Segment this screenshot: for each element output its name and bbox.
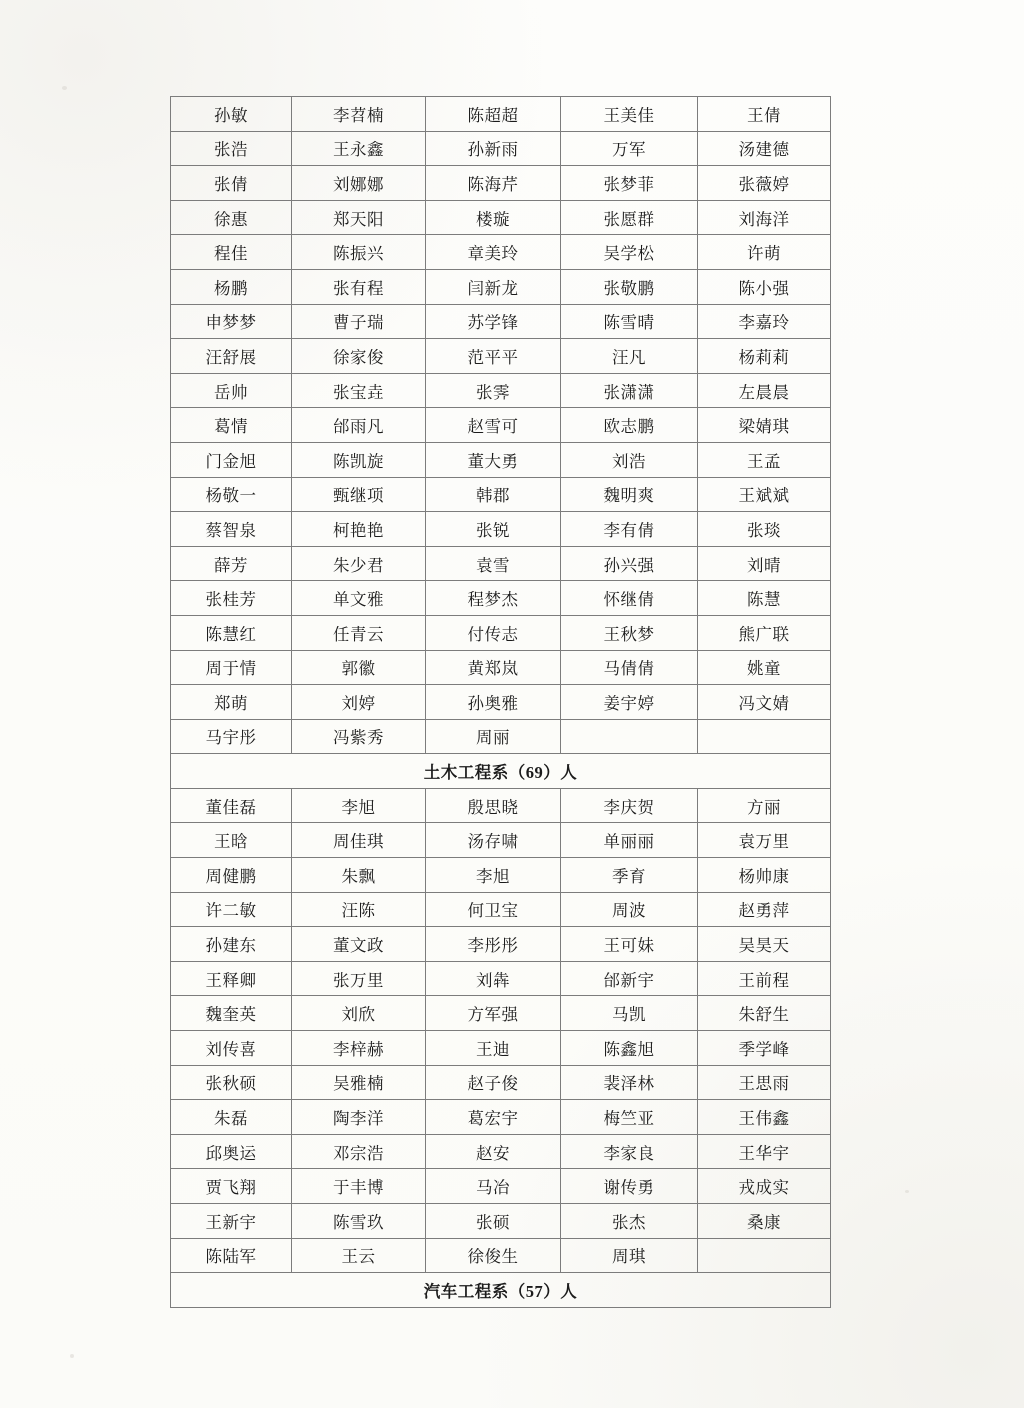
name-cell: 王伟鑫 [698,1100,831,1135]
name-cell: 孙新雨 [426,131,561,166]
table-row [171,927,831,962]
name-cell: 张桂芳 [171,581,292,616]
name-cell: 王华宇 [698,1134,831,1169]
table-row [171,996,831,1031]
name-cell: 陈振兴 [292,235,426,270]
name-cell: 桑康 [698,1204,831,1239]
name-cell: 李苕楠 [292,97,426,132]
name-cell: 岳帅 [171,373,292,408]
name-cell: 刘浩 [561,442,698,477]
name-cell: 陈慧 [698,581,831,616]
name-cell: 郑天阳 [292,200,426,235]
name-cell: 柯艳艳 [292,512,426,547]
table-row [171,269,831,304]
name-cell: 刘欣 [292,996,426,1031]
name-cell: 赵勇萍 [698,892,831,927]
section-header: 土木工程系（69）人 [171,754,831,789]
name-cell: 王倩 [698,97,831,132]
name-roster-sheet [170,96,830,1308]
name-cell: 王思雨 [698,1065,831,1100]
name-cell: 万军 [561,131,698,166]
name-cell: 李家良 [561,1134,698,1169]
name-cell: 董大勇 [426,442,561,477]
name-cell: 朱舒生 [698,996,831,1031]
table-row [171,200,831,235]
name-cell: 黄郑岚 [426,650,561,685]
table-row [171,1100,831,1135]
name-cell: 董佳磊 [171,788,292,823]
name-cell: 陈超超 [426,97,561,132]
table-row [171,892,831,927]
name-cell: 王永鑫 [292,131,426,166]
name-cell: 曹子瑞 [292,304,426,339]
name-cell: 邓宗浩 [292,1134,426,1169]
table-row [171,719,831,754]
name-cell: 张有程 [292,269,426,304]
table-row [171,546,831,581]
section-header-row [171,754,831,789]
name-cell: 于丰博 [292,1169,426,1204]
name-cell: 汪陈 [292,892,426,927]
table-row [171,685,831,720]
name-cell: 王斌斌 [698,477,831,512]
name-cell: 王孟 [698,442,831,477]
name-cell: 孙奥雅 [426,685,561,720]
table-row [171,1238,831,1273]
scan-speck [70,1354,74,1358]
name-cell: 甄继项 [292,477,426,512]
name-cell: 马冶 [426,1169,561,1204]
name-cell: 张敬鹏 [561,269,698,304]
table-row [171,858,831,893]
name-cell: 吴学松 [561,235,698,270]
name-cell: 杨敬一 [171,477,292,512]
name-cell: 刘犇 [426,961,561,996]
name-cell: 张秋硕 [171,1065,292,1100]
name-cell: 张霁 [426,373,561,408]
name-cell: 吴昊天 [698,927,831,962]
name-cell: 门金旭 [171,442,292,477]
table-row [171,1031,831,1066]
name-cell: 章美玲 [426,235,561,270]
name-cell: 张宝垚 [292,373,426,408]
table-row [171,961,831,996]
name-cell: 单丽丽 [561,823,698,858]
name-cell: 任青云 [292,615,426,650]
name-cell: 陈海芹 [426,166,561,201]
name-cell: 梁婧琪 [698,408,831,443]
name-cell: 赵子俊 [426,1065,561,1100]
name-cell: 王可妹 [561,927,698,962]
name-cell: 王迪 [426,1031,561,1066]
names-table-body [171,97,831,1308]
name-cell: 张倩 [171,166,292,201]
table-row [171,166,831,201]
table-row [171,97,831,132]
name-cell: 王晗 [171,823,292,858]
name-cell: 董文政 [292,927,426,962]
name-cell: 魏奎英 [171,996,292,1031]
name-cell: 周于情 [171,650,292,685]
name-cell: 陶李洋 [292,1100,426,1135]
name-cell: 朱磊 [171,1100,292,1135]
name-cell: 孙建东 [171,927,292,962]
table-row [171,512,831,547]
name-cell: 马凯 [561,996,698,1031]
name-cell: 张梦菲 [561,166,698,201]
name-cell: 杨帅康 [698,858,831,893]
name-cell: 许萌 [698,235,831,270]
name-cell: 陈慧红 [171,615,292,650]
name-cell: 王秋梦 [561,615,698,650]
section-header: 汽车工程系（57）人 [171,1273,831,1308]
table-row [171,581,831,616]
table-row [171,442,831,477]
name-cell: 冯紫秀 [292,719,426,754]
name-cell: 张万里 [292,961,426,996]
name-cell: 王释卿 [171,961,292,996]
name-cell-empty [561,719,698,754]
name-cell: 刘传喜 [171,1031,292,1066]
name-cell-empty [698,1238,831,1273]
names-table [170,96,831,1308]
name-cell: 刘海洋 [698,200,831,235]
name-cell: 何卫宝 [426,892,561,927]
name-cell: 李旭 [292,788,426,823]
name-cell: 李嘉玲 [698,304,831,339]
name-cell: 王新宇 [171,1204,292,1239]
name-cell: 葛宏宇 [426,1100,561,1135]
name-cell: 陈鑫旭 [561,1031,698,1066]
name-cell: 周佳琪 [292,823,426,858]
name-cell: 韩郡 [426,477,561,512]
table-row [171,1204,831,1239]
name-cell: 邱奥运 [171,1134,292,1169]
name-cell: 陈陆军 [171,1238,292,1273]
name-cell: 左晨晨 [698,373,831,408]
name-cell: 周健鹏 [171,858,292,893]
name-cell: 许二敏 [171,892,292,927]
table-row [171,477,831,512]
name-cell: 张薇婷 [698,166,831,201]
name-cell: 汪凡 [561,339,698,374]
name-cell: 孙敏 [171,97,292,132]
name-cell: 梅竺亚 [561,1100,698,1135]
name-cell: 刘晴 [698,546,831,581]
name-cell: 刘娜娜 [292,166,426,201]
name-cell: 熊广联 [698,615,831,650]
name-cell: 郑萌 [171,685,292,720]
name-cell: 陈雪玖 [292,1204,426,1239]
name-cell: 楼璇 [426,200,561,235]
name-cell: 马倩倩 [561,650,698,685]
name-cell: 苏学锋 [426,304,561,339]
table-row [171,235,831,270]
name-cell: 孙兴强 [561,546,698,581]
scan-speck [905,1190,909,1193]
name-cell-empty [698,719,831,754]
table-row [171,131,831,166]
name-cell: 袁万里 [698,823,831,858]
name-cell: 张杰 [561,1204,698,1239]
name-cell: 邰雨凡 [292,408,426,443]
name-cell: 蔡智泉 [171,512,292,547]
name-cell: 杨鹏 [171,269,292,304]
scan-speck [62,86,67,90]
name-cell: 李旭 [426,858,561,893]
name-cell: 周琪 [561,1238,698,1273]
name-cell: 谢传勇 [561,1169,698,1204]
name-cell: 薛芳 [171,546,292,581]
table-row [171,1134,831,1169]
name-cell: 葛情 [171,408,292,443]
name-cell: 汤建德 [698,131,831,166]
name-cell: 朱飘 [292,858,426,893]
name-cell: 刘婷 [292,685,426,720]
name-cell: 马宇彤 [171,719,292,754]
table-row [171,408,831,443]
name-cell: 徐俊生 [426,1238,561,1273]
name-cell: 李有倩 [561,512,698,547]
name-cell: 程梦杰 [426,581,561,616]
name-cell: 李梓赫 [292,1031,426,1066]
name-cell: 季育 [561,858,698,893]
name-cell: 杨莉莉 [698,339,831,374]
name-cell: 闫新龙 [426,269,561,304]
name-cell: 方丽 [698,788,831,823]
name-cell: 王云 [292,1238,426,1273]
name-cell: 王美佳 [561,97,698,132]
name-cell: 姚童 [698,650,831,685]
section-header-row [171,1273,831,1308]
name-cell: 周波 [561,892,698,927]
name-cell: 方军强 [426,996,561,1031]
name-cell: 徐家俊 [292,339,426,374]
name-cell: 陈小强 [698,269,831,304]
name-cell: 赵安 [426,1134,561,1169]
name-cell: 朱少君 [292,546,426,581]
name-cell: 申梦梦 [171,304,292,339]
name-cell: 贾飞翔 [171,1169,292,1204]
table-row [171,650,831,685]
name-cell: 范平平 [426,339,561,374]
name-cell: 张浩 [171,131,292,166]
name-cell: 赵雪可 [426,408,561,443]
name-cell: 欧志鹏 [561,408,698,443]
name-cell: 李庆贺 [561,788,698,823]
name-cell: 怀继倩 [561,581,698,616]
name-cell: 汪舒展 [171,339,292,374]
table-row [171,339,831,374]
name-cell: 王前程 [698,961,831,996]
name-cell: 张锐 [426,512,561,547]
table-row [171,1065,831,1100]
name-cell: 陈凯旋 [292,442,426,477]
name-cell: 程佳 [171,235,292,270]
name-cell: 邰新宇 [561,961,698,996]
name-cell: 季学峰 [698,1031,831,1066]
name-cell: 周丽 [426,719,561,754]
name-cell: 单文雅 [292,581,426,616]
name-cell: 张琰 [698,512,831,547]
name-cell: 张潇潇 [561,373,698,408]
name-cell: 吴雅楠 [292,1065,426,1100]
name-cell: 冯文婧 [698,685,831,720]
name-cell: 李彤彤 [426,927,561,962]
table-row [171,615,831,650]
table-row [171,373,831,408]
table-row [171,788,831,823]
table-row [171,823,831,858]
name-cell: 裴泽林 [561,1065,698,1100]
name-cell: 袁雪 [426,546,561,581]
name-cell: 姜宇婷 [561,685,698,720]
name-cell: 张愿群 [561,200,698,235]
table-row [171,304,831,339]
name-cell: 殷思晓 [426,788,561,823]
name-cell: 徐惠 [171,200,292,235]
name-cell: 汤存啸 [426,823,561,858]
name-cell: 郭徽 [292,650,426,685]
name-cell: 付传志 [426,615,561,650]
name-cell: 戎成实 [698,1169,831,1204]
name-cell: 魏明爽 [561,477,698,512]
table-row [171,1169,831,1204]
name-cell: 陈雪晴 [561,304,698,339]
name-cell: 张硕 [426,1204,561,1239]
